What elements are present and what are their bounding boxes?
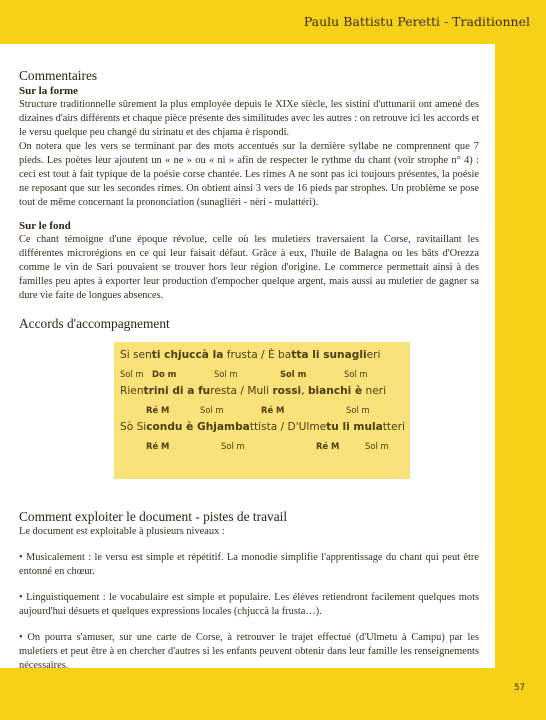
lyric-fragment: Si sen [120,349,152,361]
chord-label: Do m [152,369,177,379]
paragraph-intro: Le document est exploitable à plusieurs niveaux : [19,526,225,537]
bullet-linguistiquement: • Linguistiquement : le vocabulaire est simple et populaire. Les élèves retiendront facilement quelques mots aujourd'hui désuets et quelques expressions locales (chjuccà la frusta…). [19,592,479,617]
lyric-fragment: Rien [120,385,144,397]
lyric-fragment: , [301,385,308,397]
header-title: Paulu Battistu Peretti - Traditionnel [303,14,530,29]
lyric-fragment: eri [366,349,381,361]
lyric-fragment: ttista / D'Ulme [249,421,327,433]
lyric-fragment: neri [362,385,387,397]
chord-label: Ré M [316,441,340,451]
subsection-title-forme: Sur la forme [19,85,79,97]
paragraph-fond: Ce chant témoigne d'une époque révolue, celle où les muletiers traversaient la Corse, ravitaillant les différentes microrégions en ce qui leur faisait défaut. Grâce à eux, l'huile de Balagna ou les bâts d'Orezza comme le vin de Sari pouvaient se trouver hors leur région d'origine. Le commerce permettait ainsi à des familles peu aptes à exporter leur production d'empocher quelque argent, mais aussi au muletier de gagner sa dure vie faite de longues absences. [19,234,479,301]
bullet-carte: • On pourra s'amuser, sur une carte de Corse, à retrouver le trajet effectué (d'Ulmetu à Campu) par les muletiers et peut être à en chercher d'autres si les enfants peuvent obtenir dans leur famille les renseignements nécessaires. [19,632,479,671]
chord-label: Sol m [365,441,389,451]
paragraph-forme-1: Structure traditionnelle sûrement la plus employée depuis le XIXe siècle, les sistini d'uttunarii ont amené des dizaines d'airs différents et chaque pièce présente des similitudes avec les autres : on retrouve ici les accords et le versu quelque peu changé du sirinatu et des chjama è rispondi. [19,99,479,138]
page-content [19,68,479,673]
lyric-line [120,420,405,434]
lyric-fragment: condu è Ghjamba [146,421,250,433]
page-header [0,0,546,44]
page-body [0,44,495,671]
section-title-exploiter: Comment exploiter le document - pistes de travail [19,509,288,524]
subsection-title-fond: Sur le fond [19,220,71,232]
chords-box [114,342,410,479]
lyric-fragment: trini di a fu [143,385,211,397]
chord-label: Ré M [261,405,285,415]
bullet-musicalement: • Musicalement : le versu est simple et répétitif. La monodie simplifie l'apprentissage du chant qui peut être entonné en chœur. [19,552,479,577]
lyric-fragment: tteri [382,421,405,433]
chord-label: Sol m [344,369,368,379]
chord-label: Sol m [214,369,238,379]
lyric-line [120,348,380,362]
chord-label: Sol m [221,441,245,451]
chord-label: Sol m [280,369,307,379]
chord-label: Sol m [346,405,370,415]
section-title-commentaires: Commentaires [19,68,98,83]
page-number: 57 [514,683,525,693]
section-title-accords: Accords d'accompagnement [19,316,170,331]
lyric-line [120,384,386,398]
chord-label: Ré M [146,405,170,415]
lyric-fragment: bianchi è [307,385,363,397]
lyric-fragment: rossi [272,385,302,397]
chord-label: Sol m [120,369,144,379]
paragraph-forme-2: On notera que les vers se terminant par des mots accentués sur la dernière syllabe ne comprennent que 7 pieds. Les poètes leur ajoutent un « ne » ou « ni » afin de respecter le rythme du chant (voir strophe n° 4) : ceci est tout à fait typique de la poésie corse chantée. Les rimes A ne sont pas ici toujours présentes, la poésie ne reposant que sur les secondes rimes. On obtient ainsi 3 vers de 16 pieds par strophes. Un problème se pose tout de même concernant la prononciation (sunagliéri - nèri - mulattéri). [19,141,479,208]
lyric-fragment: frusta / È ba [223,349,292,361]
lyric-fragment: ti chjuccà la [151,349,224,361]
lyric-fragment: tu li mula [326,421,383,433]
chord-label: Sol m [200,405,224,415]
lyric-fragment: tta li sunagli [291,349,367,361]
chord-label: Ré M [146,441,170,451]
lyric-fragment: resta / Muli [210,385,273,397]
lyric-fragment: Sò Si [120,421,147,433]
